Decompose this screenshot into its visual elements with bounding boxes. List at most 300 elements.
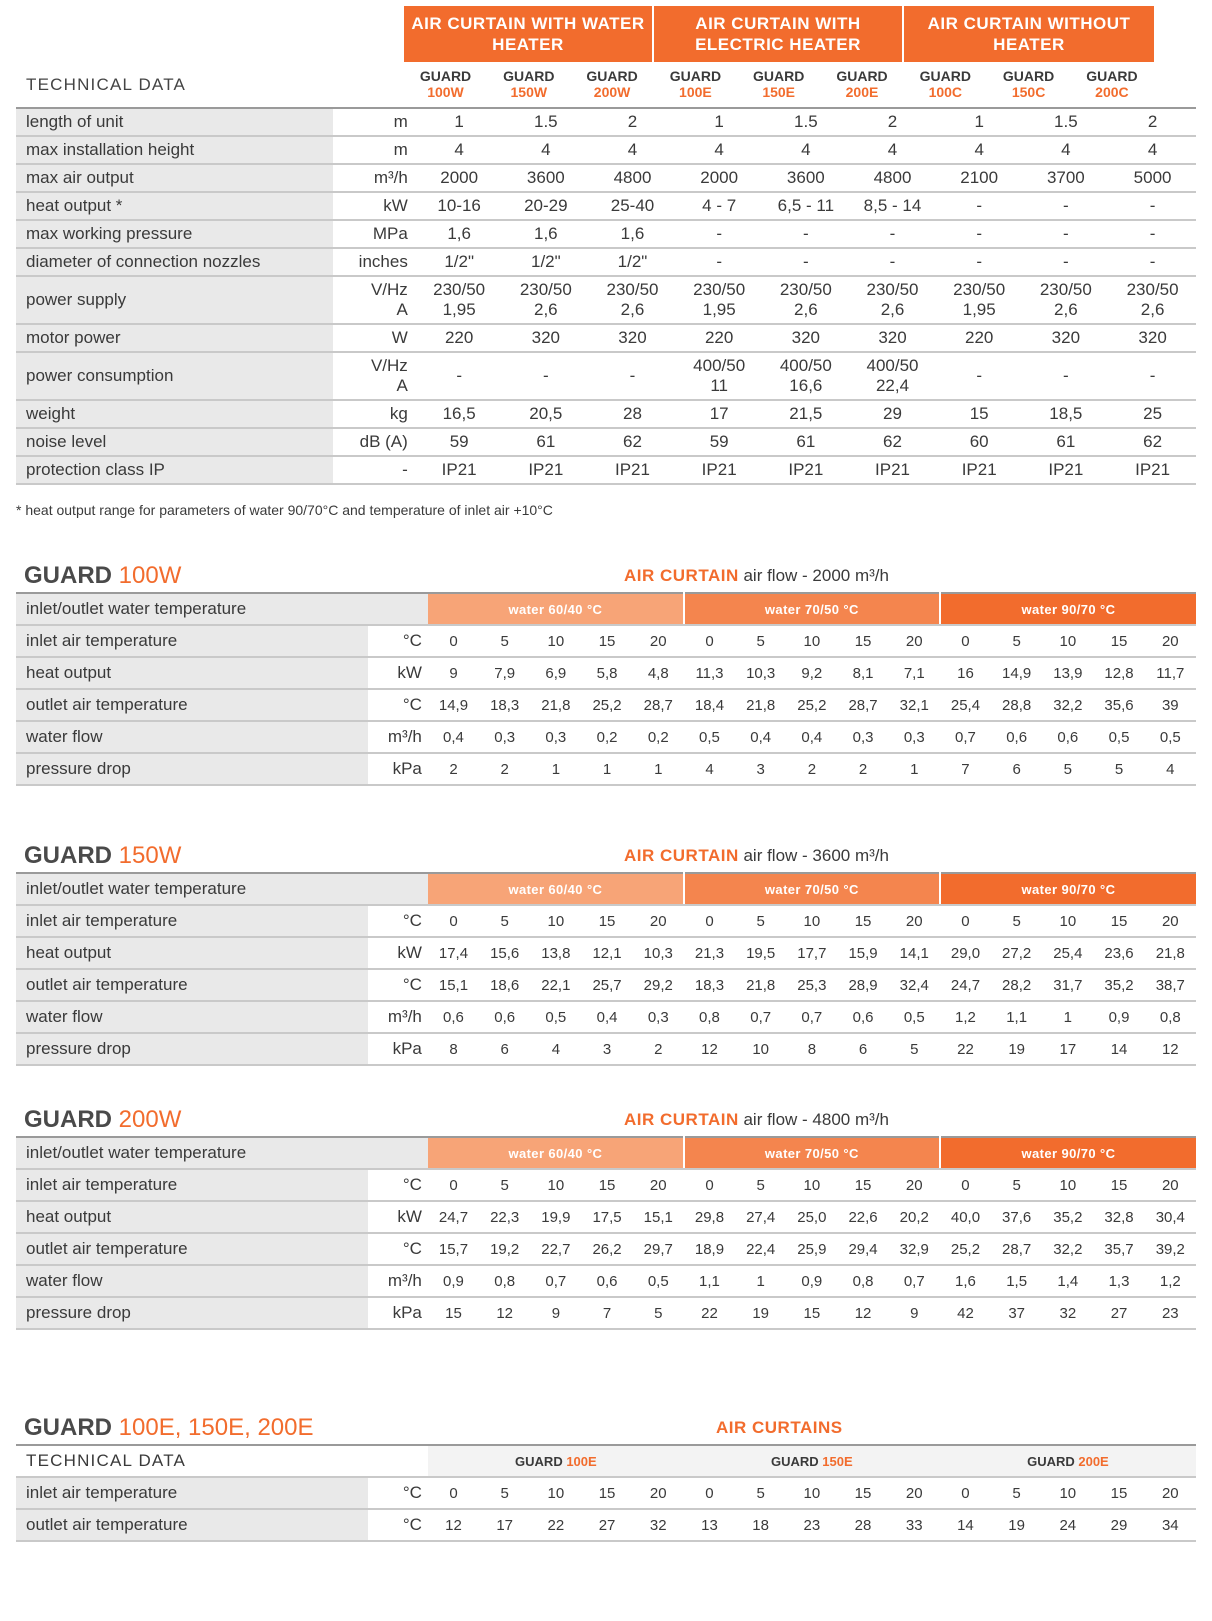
- row-label: pressure drop: [16, 753, 368, 785]
- cell-value: 1,6: [589, 220, 676, 248]
- cell-value: IP21: [416, 456, 503, 484]
- cell-value: 62: [849, 428, 936, 456]
- cell-value: 15: [1093, 905, 1144, 937]
- tech-row: [16, 248, 1196, 276]
- cell-value: 25,3: [786, 969, 837, 1001]
- row-unit: °C: [368, 1477, 428, 1509]
- tech-row: [16, 352, 1196, 400]
- cell-value: 0,6: [837, 1001, 888, 1033]
- water-temp-header-row: [16, 873, 1196, 905]
- model-header-row: [16, 62, 1196, 107]
- cell-value: 220: [936, 324, 1023, 352]
- row-unit: kW: [368, 657, 428, 689]
- water-temp-header-row: [16, 1137, 1196, 1169]
- row-unit: °C: [368, 625, 428, 657]
- cell-value: 62: [1109, 428, 1196, 456]
- cell-value: 20: [1145, 625, 1196, 657]
- cell-value: 19: [991, 1033, 1042, 1065]
- cell-value: 10: [786, 905, 837, 937]
- cell-value: 6: [991, 753, 1042, 785]
- row-unit: -: [333, 456, 416, 484]
- cell-value: 14,1: [889, 937, 940, 969]
- cell-value: 27,4: [735, 1201, 786, 1233]
- cell-value: 0,5: [684, 721, 735, 753]
- cell-value: 0,4: [428, 721, 479, 753]
- cell-value: 15: [581, 1477, 632, 1509]
- performance-row: [16, 1033, 1196, 1065]
- model-100w: GUARD 100W: [402, 68, 489, 100]
- cell-value: 22,6: [837, 1201, 888, 1233]
- row-label: inlet air temperature: [16, 905, 368, 937]
- cell-value: 29,8: [684, 1201, 735, 1233]
- cell-value: 230/50 1,95: [676, 276, 763, 324]
- cell-value: 25,4: [1042, 937, 1093, 969]
- subtitle-emphasis: AIR CURTAIN: [624, 1110, 739, 1129]
- cell-value: 1,3: [1093, 1265, 1144, 1297]
- cell-value: 230/50 2,6: [1109, 276, 1196, 324]
- cell-value: 4: [502, 136, 589, 164]
- performance-row: [16, 1233, 1196, 1265]
- row-label: water flow: [16, 721, 368, 753]
- water-group-header: water 70/50 °C: [684, 593, 940, 625]
- row-label: water flow: [16, 1265, 368, 1297]
- cell-value: 22,4: [735, 1233, 786, 1265]
- cell-value: 28: [589, 400, 676, 428]
- cell-value: 4800: [849, 164, 936, 192]
- row-unit: kPa: [368, 753, 428, 785]
- cell-value: 4: [1145, 753, 1196, 785]
- cell-value: 10: [786, 625, 837, 657]
- brand-name: GUARD: [24, 1414, 112, 1441]
- cell-value: 400/50 22,4: [849, 352, 936, 400]
- cell-value: 5: [633, 1297, 684, 1329]
- cell-value: 0,7: [530, 1265, 581, 1297]
- cell-value: IP21: [936, 456, 1023, 484]
- cell-value: 27: [1093, 1297, 1144, 1329]
- section-title: [16, 562, 1196, 592]
- cell-value: 32: [1042, 1297, 1093, 1329]
- row-label: inlet air temperature: [16, 1169, 368, 1201]
- cell-value: -: [763, 248, 850, 276]
- cell-value: 0,9: [786, 1265, 837, 1297]
- water-group-header: water 60/40 °C: [428, 593, 684, 625]
- cell-value: 220: [676, 324, 763, 352]
- cell-value: -: [936, 248, 1023, 276]
- model-200w: GUARD 200W: [569, 68, 656, 100]
- cell-value: 61: [502, 428, 589, 456]
- cell-value: 7: [581, 1297, 632, 1329]
- cell-value: 20: [633, 1477, 684, 1509]
- row-label: outlet air temperature: [16, 689, 368, 721]
- cell-value: 20: [889, 905, 940, 937]
- cell-value: 15: [837, 1477, 888, 1509]
- row-label: heat output: [16, 657, 368, 689]
- cell-value: 18: [735, 1509, 786, 1541]
- cell-value: 15: [581, 905, 632, 937]
- cell-value: 19,5: [735, 937, 786, 969]
- row-label: outlet air temperature: [16, 1233, 368, 1265]
- cell-value: 18,4: [684, 689, 735, 721]
- row-label: length of unit: [16, 108, 333, 136]
- row-label: pressure drop: [16, 1297, 368, 1329]
- cell-value: 16: [940, 657, 991, 689]
- subtitle-emphasis: AIR CURTAIN: [624, 846, 739, 865]
- cell-value: 1,4: [1042, 1265, 1093, 1297]
- cell-value: 37: [991, 1297, 1042, 1329]
- cell-value: 0,6: [581, 1265, 632, 1297]
- cell-value: 2000: [416, 164, 503, 192]
- cell-value: 5: [479, 1477, 530, 1509]
- cell-value: 29,2: [633, 969, 684, 1001]
- cell-value: 20,5: [502, 400, 589, 428]
- cell-value: 17: [1042, 1033, 1093, 1065]
- cell-value: 0,2: [633, 721, 684, 753]
- cell-value: 1: [416, 108, 503, 136]
- cell-value: 9: [530, 1297, 581, 1329]
- cell-value: 0,4: [786, 721, 837, 753]
- cell-value: 20,2: [889, 1201, 940, 1233]
- cell-value: 0,3: [837, 721, 888, 753]
- cell-value: 0: [940, 1169, 991, 1201]
- cell-value: 25,4: [940, 689, 991, 721]
- tech-row: [16, 276, 1196, 324]
- cell-value: 0,3: [633, 1001, 684, 1033]
- model-name: 100W: [112, 562, 182, 589]
- cell-value: 2: [428, 753, 479, 785]
- cell-value: 0,6: [479, 1001, 530, 1033]
- subtitle-text: air flow - 3600 m³/h: [738, 846, 889, 865]
- cell-value: 27: [581, 1509, 632, 1541]
- cell-value: 23,6: [1093, 937, 1144, 969]
- row-unit: °C: [368, 1233, 428, 1265]
- cell-value: 4: [589, 136, 676, 164]
- cell-value: 8: [428, 1033, 479, 1065]
- row-unit: W: [333, 324, 416, 352]
- cell-value: 1: [735, 1265, 786, 1297]
- cell-value: 1,2: [1145, 1265, 1196, 1297]
- cell-value: 3600: [763, 164, 850, 192]
- cell-value: 230/50 1,95: [416, 276, 503, 324]
- cell-value: 34: [1145, 1509, 1196, 1541]
- model-header: GUARD 100E: [428, 1445, 684, 1477]
- cell-value: 7,9: [479, 657, 530, 689]
- cell-value: 1: [1042, 1001, 1093, 1033]
- cell-value: 61: [763, 428, 850, 456]
- row-label: power supply: [16, 276, 333, 324]
- section-subtitle: [716, 1418, 843, 1438]
- cell-value: 28,7: [837, 689, 888, 721]
- cell-value: 0,2: [581, 721, 632, 753]
- cell-value: 5: [735, 625, 786, 657]
- cell-value: -: [936, 352, 1023, 400]
- cell-value: 0,4: [735, 721, 786, 753]
- cell-value: 22: [530, 1509, 581, 1541]
- cell-value: 35,7: [1093, 1233, 1144, 1265]
- cell-value: 28,7: [633, 689, 684, 721]
- cell-value: 18,6: [479, 969, 530, 1001]
- cell-value: 10: [786, 1477, 837, 1509]
- cell-value: 8: [786, 1033, 837, 1065]
- cell-value: 26,2: [581, 1233, 632, 1265]
- section-title: [16, 842, 1196, 872]
- performance-row: [16, 1169, 1196, 1201]
- cell-value: -: [936, 192, 1023, 220]
- cell-value: 0,8: [1145, 1001, 1196, 1033]
- cell-value: 12: [479, 1297, 530, 1329]
- cell-value: 1: [676, 108, 763, 136]
- cell-value: 29: [849, 400, 936, 428]
- model-150e: GUARD 150E: [735, 68, 822, 100]
- cell-value: 25,2: [786, 689, 837, 721]
- cell-value: 20: [889, 1169, 940, 1201]
- cell-value: 0,7: [786, 1001, 837, 1033]
- cell-value: 5: [479, 1169, 530, 1201]
- cell-value: 3600: [502, 164, 589, 192]
- row-label: max air output: [16, 164, 333, 192]
- performance-table: [16, 1136, 1196, 1330]
- cell-value: 21,8: [530, 689, 581, 721]
- tech-row: [16, 428, 1196, 456]
- model-header: GUARD 150E: [684, 1445, 940, 1477]
- row-unit: kg: [333, 400, 416, 428]
- row-unit: °C: [368, 905, 428, 937]
- cell-value: 320: [1023, 324, 1110, 352]
- electric-row: [16, 1477, 1196, 1509]
- cell-value: 20: [1145, 1169, 1196, 1201]
- tech-row: [16, 108, 1196, 136]
- cell-value: IP21: [502, 456, 589, 484]
- performance-section-150w: [16, 842, 1196, 1066]
- cell-value: 42: [940, 1297, 991, 1329]
- cell-value: 14: [940, 1509, 991, 1541]
- cell-value: 12: [837, 1297, 888, 1329]
- cell-value: IP21: [676, 456, 763, 484]
- airflow-subtitle: [624, 846, 889, 866]
- cell-value: 19,2: [479, 1233, 530, 1265]
- water-group-header: water 60/40 °C: [428, 1137, 684, 1169]
- cell-value: 320: [763, 324, 850, 352]
- cell-value: 25,7: [581, 969, 632, 1001]
- cell-value: 9,2: [786, 657, 837, 689]
- cell-value: 17,4: [428, 937, 479, 969]
- cell-value: 320: [1109, 324, 1196, 352]
- cell-value: IP21: [763, 456, 850, 484]
- tech-row: [16, 400, 1196, 428]
- cell-value: -: [1109, 220, 1196, 248]
- cell-value: 1: [581, 753, 632, 785]
- water-group-header: water 90/70 °C: [940, 593, 1196, 625]
- cell-value: 0,4: [581, 1001, 632, 1033]
- cell-value: 4: [1109, 136, 1196, 164]
- model-100c: GUARD 100C: [902, 68, 989, 100]
- model-heading: [24, 1414, 314, 1442]
- cell-value: 15: [1093, 625, 1144, 657]
- heater-group-header-row: [16, 6, 1196, 62]
- cell-value: 5,8: [581, 657, 632, 689]
- row-label: inlet air temperature: [16, 1477, 368, 1509]
- cell-value: 6: [837, 1033, 888, 1065]
- cell-value: 15,1: [633, 1201, 684, 1233]
- row-label: power consumption: [16, 352, 333, 400]
- cell-value: 4 - 7: [676, 192, 763, 220]
- cell-value: 1,6: [416, 220, 503, 248]
- cell-value: 0: [940, 625, 991, 657]
- water-group-header: water 70/50 °C: [684, 1137, 940, 1169]
- cell-value: 32,2: [1042, 689, 1093, 721]
- row-unit: °C: [368, 689, 428, 721]
- cell-value: 5: [735, 905, 786, 937]
- cell-value: 11,3: [684, 657, 735, 689]
- performance-table: [16, 872, 1196, 1066]
- electric-row: [16, 1509, 1196, 1541]
- cell-value: -: [1023, 352, 1110, 400]
- row-label: heat output: [16, 1201, 368, 1233]
- row-label: water flow: [16, 1001, 368, 1033]
- brand-name: GUARD: [24, 562, 112, 589]
- model-name: 200W: [112, 1106, 182, 1133]
- row-label: diameter of connection nozzles: [16, 248, 333, 276]
- cell-value: 2: [849, 108, 936, 136]
- cell-value: 10: [786, 1169, 837, 1201]
- performance-row: [16, 1297, 1196, 1329]
- cell-value: 18,5: [1023, 400, 1110, 428]
- cell-value: 23: [786, 1509, 837, 1541]
- cell-value: 15: [837, 1169, 888, 1201]
- cell-value: 19: [735, 1297, 786, 1329]
- cell-value: 0,3: [889, 721, 940, 753]
- cell-value: 28,8: [991, 689, 1042, 721]
- cell-value: 1.5: [1023, 108, 1110, 136]
- cell-value: 4: [530, 1033, 581, 1065]
- cell-value: 1.5: [763, 108, 850, 136]
- cell-value: -: [676, 248, 763, 276]
- cell-value: 4: [416, 136, 503, 164]
- cell-value: 0,5: [1145, 721, 1196, 753]
- cell-value: 15: [1093, 1169, 1144, 1201]
- cell-value: 1,1: [684, 1265, 735, 1297]
- model-code: 150E: [822, 1453, 853, 1469]
- cell-value: -: [1023, 248, 1110, 276]
- cell-value: 16,5: [416, 400, 503, 428]
- electric-models-section: [16, 1414, 1196, 1542]
- cell-value: -: [1023, 220, 1110, 248]
- cell-value: 7,1: [889, 657, 940, 689]
- cell-value: 220: [416, 324, 503, 352]
- cell-value: 11,7: [1145, 657, 1196, 689]
- model-heading: [24, 562, 181, 590]
- section-title: [16, 1414, 1196, 1444]
- cell-value: 2: [633, 1033, 684, 1065]
- performance-row: [16, 625, 1196, 657]
- water-group-header: water 90/70 °C: [940, 873, 1196, 905]
- cell-value: 13,8: [530, 937, 581, 969]
- row-unit: kW: [368, 1201, 428, 1233]
- cell-value: 29: [1093, 1509, 1144, 1541]
- row-unit: m: [333, 136, 416, 164]
- cell-value: 0: [684, 1169, 735, 1201]
- cell-value: 3: [735, 753, 786, 785]
- cell-value: 400/50 16,6: [763, 352, 850, 400]
- cell-value: 15: [581, 1169, 632, 1201]
- cell-value: 1,5: [991, 1265, 1042, 1297]
- cell-value: -: [1109, 352, 1196, 400]
- cell-value: 4: [936, 136, 1023, 164]
- performance-row: [16, 1265, 1196, 1297]
- subtitle-text: air flow - 2000 m³/h: [738, 566, 889, 585]
- row-unit: °C: [368, 1509, 428, 1541]
- airflow-subtitle: [624, 1110, 889, 1130]
- cell-value: 0: [940, 905, 991, 937]
- row-label: max installation height: [16, 136, 333, 164]
- cell-value: 1/2": [589, 248, 676, 276]
- cell-value: 21,8: [735, 689, 786, 721]
- model-header-row: [16, 1445, 1196, 1477]
- model-heading: [24, 1106, 181, 1134]
- brand-name: GUARD: [24, 1106, 112, 1133]
- cell-value: -: [676, 220, 763, 248]
- cell-value: 15: [428, 1297, 479, 1329]
- cell-value: 3: [581, 1033, 632, 1065]
- cell-value: 15: [581, 625, 632, 657]
- cell-value: 230/50 2,6: [763, 276, 850, 324]
- tech-row: [16, 220, 1196, 248]
- cell-value: 25-40: [589, 192, 676, 220]
- model-code: 150W: [510, 84, 548, 100]
- cell-value: 0,3: [530, 721, 581, 753]
- cell-value: 1: [530, 753, 581, 785]
- cell-value: 0: [428, 905, 479, 937]
- cell-value: 10: [1042, 625, 1093, 657]
- cell-value: -: [849, 220, 936, 248]
- row-label: protection class IP: [16, 456, 333, 484]
- cell-value: 230/50 2,6: [849, 276, 936, 324]
- cell-value: 5: [735, 1169, 786, 1201]
- cell-value: 0,6: [991, 721, 1042, 753]
- performance-row: [16, 721, 1196, 753]
- cell-value: 6: [479, 1033, 530, 1065]
- cell-value: 2000: [676, 164, 763, 192]
- cell-value: 17,7: [786, 937, 837, 969]
- cell-value: 10: [1042, 1169, 1093, 1201]
- model-150w: GUARD 150W: [485, 68, 572, 100]
- cell-value: 5: [1042, 753, 1093, 785]
- cell-value: 5: [991, 905, 1042, 937]
- cell-value: 59: [416, 428, 503, 456]
- cell-value: 32: [633, 1509, 684, 1541]
- cell-value: IP21: [1109, 456, 1196, 484]
- section-title: [16, 1106, 1196, 1136]
- cell-value: 10-16: [416, 192, 503, 220]
- cell-value: 35,2: [1093, 969, 1144, 1001]
- cell-value: -: [1109, 248, 1196, 276]
- cell-value: 32,8: [1093, 1201, 1144, 1233]
- cell-value: 25,0: [786, 1201, 837, 1233]
- cell-value: 22: [940, 1033, 991, 1065]
- row-label: motor power: [16, 324, 333, 352]
- performance-row: [16, 689, 1196, 721]
- cell-value: 0: [684, 1477, 735, 1509]
- cell-value: 4: [849, 136, 936, 164]
- model-code: 100E: [679, 84, 712, 100]
- row-unit: dB (A): [333, 428, 416, 456]
- cell-value: 3700: [1023, 164, 1110, 192]
- tech-row: [16, 164, 1196, 192]
- model-name: 150W: [112, 842, 182, 869]
- row-unit: m³/h: [368, 721, 428, 753]
- model-200e: GUARD 200E: [819, 68, 906, 100]
- cell-value: 320: [502, 324, 589, 352]
- cell-value: 21,8: [735, 969, 786, 1001]
